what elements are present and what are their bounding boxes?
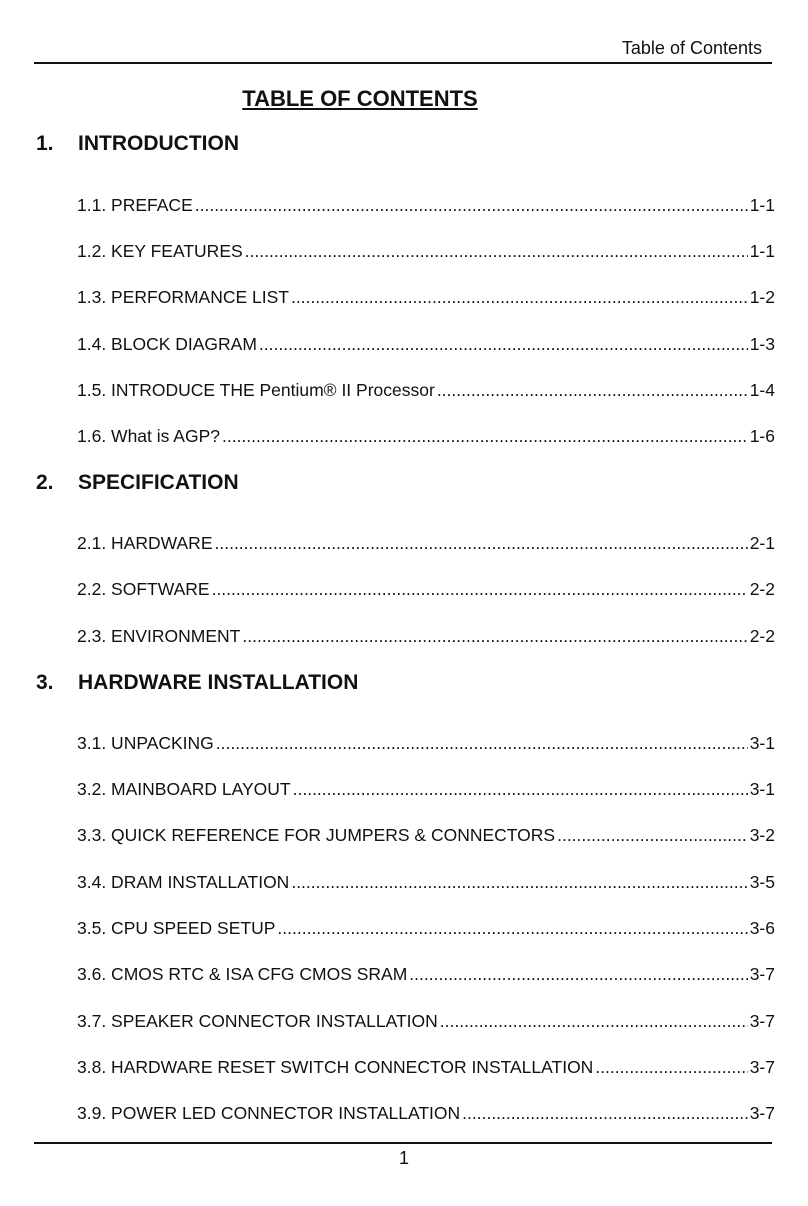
dot-leader <box>291 872 747 893</box>
toc-entry-label: 1.6. What is AGP? <box>77 426 220 446</box>
toc-entry-label: 3.2. MAINBOARD LAYOUT <box>77 779 291 799</box>
toc-entry[interactable] <box>77 1011 775 1035</box>
toc-entry[interactable] <box>77 1103 775 1127</box>
running-header: Table of Contents <box>621 38 762 58</box>
toc-entry-page: 2-1 <box>749 533 775 553</box>
dot-leader <box>216 733 748 754</box>
toc-entry-label: 1.3. PERFORMANCE LIST <box>77 287 289 307</box>
dot-leader <box>215 533 748 554</box>
section-title: INTRODUCTION <box>78 132 239 155</box>
toc-entry-page: 3-6 <box>749 918 775 938</box>
header-rule <box>34 62 772 64</box>
dot-leader <box>462 1103 748 1124</box>
toc-entry-page: 3-5 <box>749 872 775 892</box>
toc-entry-label: 3.8. HARDWARE RESET SWITCH CONNECTOR INSTALLATION <box>77 1057 594 1077</box>
toc-entry-label: 3.1. UNPACKING <box>77 733 214 753</box>
toc-entry-page: 3-7 <box>749 1011 775 1031</box>
toc-entry-label: 1.2. KEY FEATURES <box>77 241 243 261</box>
toc-entry-label: 3.5. CPU SPEED SETUP <box>77 918 276 938</box>
toc-entry-label: 3.3. QUICK REFERENCE FOR JUMPERS & CONNECTORS <box>77 825 556 845</box>
dot-leader <box>259 334 748 355</box>
toc-entry-page: 3-1 <box>749 779 775 799</box>
section-title: HARDWARE INSTALLATION <box>78 671 359 694</box>
dot-leader <box>277 918 747 939</box>
toc-entry[interactable] <box>77 733 775 757</box>
toc-entry-page: 1-2 <box>749 287 775 307</box>
toc-entry[interactable] <box>77 1057 775 1081</box>
dot-leader <box>291 287 748 308</box>
dot-leader <box>595 1057 747 1078</box>
toc-entry[interactable] <box>77 872 775 896</box>
dot-leader <box>242 626 747 647</box>
toc-entry-label: 2.1. HARDWARE <box>77 533 213 553</box>
toc-entry-label: 2.2. SOFTWARE <box>77 579 210 599</box>
page-number: 1 <box>398 1148 409 1168</box>
toc-entry-page: 1-1 <box>749 241 775 261</box>
toc-entry-page: 1-4 <box>749 380 775 400</box>
section-number: 1. <box>36 132 54 155</box>
toc-entry-page: 1-1 <box>749 195 775 215</box>
toc-entry-page: 3-7 <box>749 964 775 984</box>
dot-leader <box>557 825 748 846</box>
toc-entry-page: 3-7 <box>749 1057 775 1077</box>
toc-entry-label: 3.6. CMOS RTC & ISA CFG CMOS SRAM <box>77 964 408 984</box>
toc-entry-label: 1.5. INTRODUCE THE Pentium® II Processor <box>77 380 435 400</box>
toc-entry-label: 3.9. POWER LED CONNECTOR INSTALLATION <box>77 1103 461 1123</box>
dot-leader <box>440 1011 748 1032</box>
toc-entry[interactable] <box>77 918 775 942</box>
toc-entry-label: 3.7. SPEAKER CONNECTOR INSTALLATION <box>77 1011 438 1031</box>
toc-entry[interactable] <box>77 579 775 603</box>
section-number: 3. <box>36 671 54 694</box>
toc-entry[interactable] <box>77 195 775 219</box>
toc-entry[interactable] <box>77 241 775 265</box>
dot-leader <box>437 380 748 401</box>
dot-leader <box>222 426 748 447</box>
toc-entry-page: 1-3 <box>749 334 775 354</box>
dot-leader <box>245 241 748 262</box>
toc-entry[interactable] <box>77 779 775 803</box>
toc-entry-label: 3.4. DRAM INSTALLATION <box>77 872 290 892</box>
toc-entry[interactable] <box>77 380 775 404</box>
toc-entry[interactable] <box>77 626 775 650</box>
toc-entry-page: 3-1 <box>749 733 775 753</box>
toc-entry-page: 2-2 <box>749 579 775 599</box>
toc-entry[interactable] <box>77 287 775 311</box>
dot-leader <box>195 195 748 216</box>
toc-entry[interactable] <box>77 426 775 450</box>
page-title: TABLE OF CONTENTS <box>242 86 478 111</box>
footer-rule <box>34 1142 772 1144</box>
section-number: 2. <box>36 471 54 494</box>
toc-entry-label: 2.3. ENVIRONMENT <box>77 626 241 646</box>
toc-entry-label: 1.4. BLOCK DIAGRAM <box>77 334 257 354</box>
dot-leader <box>293 779 748 800</box>
toc-entry-page: 1-6 <box>749 426 775 446</box>
section-title: SPECIFICATION <box>78 471 239 494</box>
dot-leader <box>409 964 747 985</box>
toc-entry-label: 1.1. PREFACE <box>77 195 193 215</box>
toc-entry-page: 2-2 <box>749 626 775 646</box>
toc-entry[interactable] <box>77 825 775 849</box>
toc-entry[interactable] <box>77 964 775 988</box>
dot-leader <box>212 579 748 600</box>
toc-entry[interactable] <box>77 533 775 557</box>
toc-entry-page: 3-7 <box>749 1103 775 1123</box>
toc-entry-page: 3-2 <box>749 825 775 845</box>
toc-entry[interactable] <box>77 334 775 358</box>
